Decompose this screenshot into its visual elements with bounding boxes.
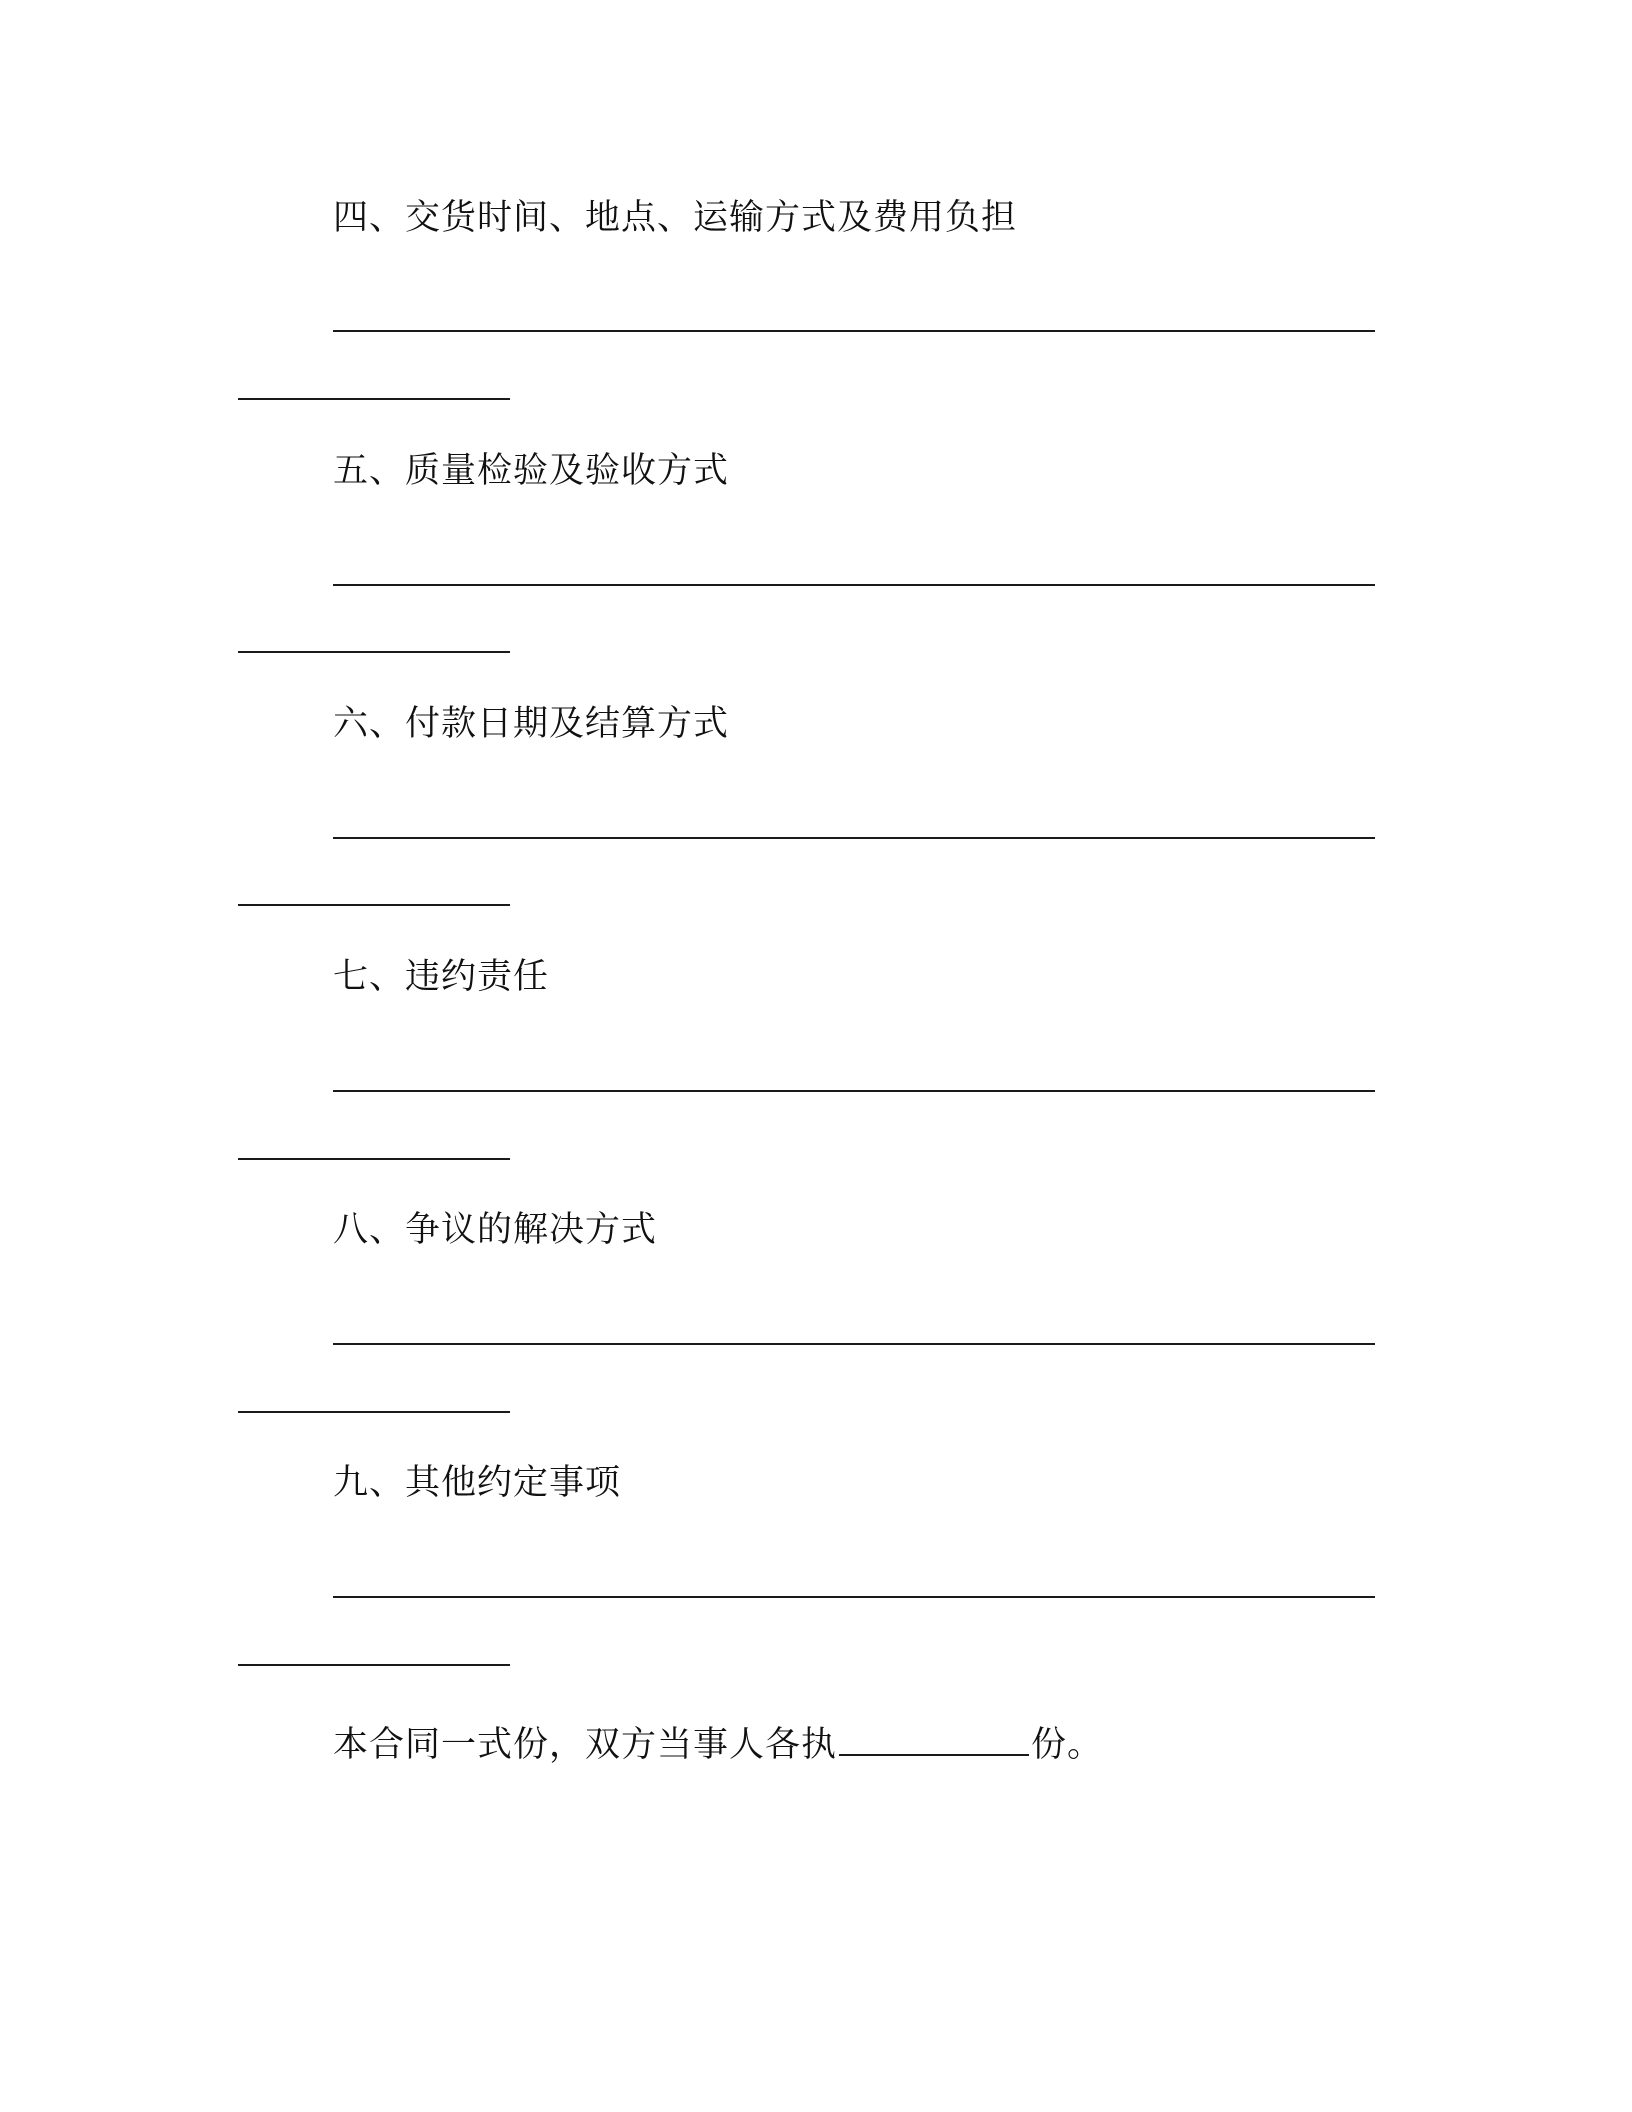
copies-clause-text: 本合同一式份，双方当事人各执 (333, 1725, 838, 1765)
fill-in-line (333, 837, 1375, 839)
section-heading-8: 八、争议的解决方式 (333, 1210, 658, 1250)
fill-in-line-tail (238, 904, 510, 906)
section-heading-4: 四、交货时间、地点、运输方式及费用负担 (333, 198, 1018, 238)
fill-in-line (333, 584, 1375, 586)
fill-in-line (333, 1596, 1375, 1598)
section-heading-7: 七、违约责任 (333, 957, 550, 997)
section-heading-5: 五、质量检验及验收方式 (333, 451, 730, 491)
fill-in-line (333, 1090, 1375, 1092)
fill-in-line-tail (238, 1411, 510, 1413)
fill-in-line-tail (238, 651, 510, 653)
fill-in-line (333, 330, 1375, 332)
copies-count-blank (839, 1724, 1029, 1756)
fill-in-line-tail (238, 1158, 510, 1160)
fill-in-line (333, 1343, 1375, 1345)
fill-in-line-tail (238, 1664, 510, 1666)
fill-in-line-tail (238, 398, 510, 400)
copies-clause-end: 份。 (1031, 1725, 1104, 1765)
section-heading-9: 九、其他约定事项 (333, 1463, 622, 1503)
copies-clause (333, 1721, 1103, 1769)
section-heading-6: 六、付款日期及结算方式 (333, 704, 730, 744)
